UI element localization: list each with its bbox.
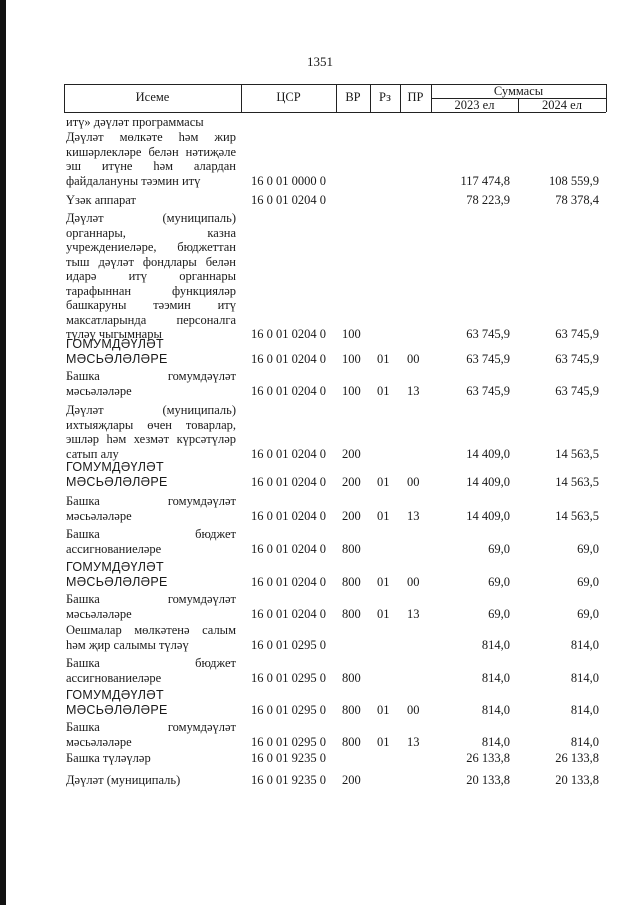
row-v1: 14 409,0 — [466, 474, 510, 489]
row-rz: 01 — [377, 474, 390, 489]
row-v1: 814,0 — [481, 734, 510, 749]
row-vr: 800 — [342, 541, 361, 556]
row-csr: 16 0 01 0295 0 — [251, 734, 326, 749]
row-csr: 16 0 01 0295 0 — [251, 702, 326, 717]
row-v2: 63 745,9 — [555, 327, 599, 341]
row-name — [66, 115, 236, 130]
row-pr: 13 — [407, 508, 420, 523]
row-vr: 200 — [342, 446, 361, 461]
row-name-line: Башка гомумдәүләт — [66, 494, 236, 508]
row-vr: 200 — [342, 773, 361, 787]
row-name-line: эш итүне һәм алардан — [66, 159, 236, 173]
header-sums: Суммасы — [493, 84, 544, 98]
row-v1: 63 745,9 — [466, 351, 510, 366]
row-vr: 100 — [342, 351, 361, 366]
row-name-line: эшләр һәм хезмәт күрсәтүләр — [66, 432, 236, 446]
row-name — [66, 773, 236, 788]
row-v1: 814,0 — [481, 637, 510, 652]
row-v2: 814,0 — [570, 702, 599, 717]
row-v1: 78 223,9 — [466, 193, 510, 207]
row-name-line: Башка гомумдәүләт — [66, 369, 236, 383]
row-name — [66, 720, 236, 749]
row-name — [66, 337, 236, 366]
row-v2: 14 563,5 — [555, 474, 599, 489]
row-name-line: кишәрлекләре белән нәтиҗәле — [66, 144, 236, 159]
row-v1: 69,0 — [488, 606, 510, 621]
header-year-2024: 2024 ел — [542, 98, 582, 112]
row-csr: 16 0 01 0204 0 — [251, 351, 326, 366]
row-name-line: ГОМУМДӘҮЛӘТ — [66, 688, 164, 702]
row-name-line: мәсьәләләре — [66, 606, 132, 621]
row-rz: 01 — [377, 383, 390, 398]
row-name-line: Дәүләт мөлкәте һәм жир — [66, 130, 236, 144]
row-name-line: ассигнованиеләре — [66, 670, 162, 685]
row-name — [66, 623, 236, 652]
row-pr: 00 — [407, 574, 420, 589]
row-csr: 16 0 01 0204 0 — [251, 508, 326, 523]
row-vr: 200 — [342, 508, 361, 523]
row-csr: 16 0 01 9235 0 — [251, 773, 326, 787]
row-name — [66, 527, 236, 556]
row-name-line: МӘСЬӘЛӘЛӘРЕ — [66, 702, 168, 717]
row-v2: 69,0 — [577, 606, 599, 621]
row-name-line: учреждениеләре, бюджеттан — [66, 240, 236, 254]
row-v2: 63 745,9 — [555, 383, 599, 398]
row-name — [66, 494, 236, 523]
row-name-line: Дәүләт (муниципаль) — [66, 773, 181, 787]
header-year-2023: 2023 ел — [454, 98, 495, 112]
row-name-line: мәсьәләләре — [66, 734, 132, 749]
row-vr: 800 — [342, 606, 361, 621]
row-v2: 814,0 — [570, 670, 599, 685]
row-v1: 814,0 — [481, 670, 510, 685]
row-name-line: итү» дәүләт программасы — [66, 115, 204, 129]
row-csr: 16 0 01 0204 0 — [251, 327, 326, 341]
row-vr: 800 — [342, 702, 361, 717]
row-pr: 13 — [407, 606, 420, 621]
row-rz: 01 — [377, 508, 390, 523]
header-vr: ВР — [345, 90, 361, 104]
row-v2: 26 133,8 — [555, 751, 599, 765]
row-v1: 69,0 — [488, 574, 510, 589]
row-vr: 100 — [342, 327, 361, 341]
row-v2: 69,0 — [577, 574, 599, 589]
row-pr: 00 — [407, 702, 420, 717]
row-name — [66, 688, 236, 717]
row-csr: 16 0 01 0204 0 — [251, 383, 326, 398]
row-csr: 16 0 01 0295 0 — [251, 670, 326, 685]
row-v1: 814,0 — [481, 702, 510, 717]
row-name — [66, 130, 236, 188]
row-rz: 01 — [377, 734, 390, 749]
row-name-line: ассигнованиеләре — [66, 541, 162, 556]
header-csr: ЦСР — [276, 90, 301, 104]
header-rz: Рз — [379, 90, 391, 104]
row-pr: 13 — [407, 383, 420, 398]
row-name-line: түләү чыгымнары — [66, 327, 162, 341]
row-rz: 01 — [377, 351, 390, 366]
row-name — [66, 751, 236, 766]
row-name — [66, 560, 236, 589]
row-name-line: МӘСЬӘЛӘЛӘРЕ — [66, 574, 168, 589]
row-vr: 100 — [342, 383, 361, 398]
row-name-line: МӘСЬӘЛӘЛӘРЕ — [66, 351, 168, 366]
row-csr: 16 0 01 0204 0 — [251, 606, 326, 621]
row-name-line: Башка түләүләр — [66, 751, 151, 765]
row-name-line: һәм җир салымы түләү — [66, 637, 189, 652]
row-name-line: Башка гомумдәүләт — [66, 720, 236, 734]
row-v1: 20 133,8 — [466, 773, 510, 787]
row-name — [66, 211, 236, 342]
row-v2: 14 563,5 — [555, 508, 599, 523]
row-name-line: Үзәк аппарат — [66, 193, 136, 207]
row-pr: 00 — [407, 474, 420, 489]
row-name-line: ихтыяҗлары өчен товарлар, — [66, 417, 236, 432]
row-name-line: мәсьәләләре — [66, 383, 132, 398]
row-name-line: Дәүләт (муниципаль) — [66, 403, 236, 417]
row-name — [66, 656, 236, 685]
row-csr: 16 0 01 0204 0 — [251, 474, 326, 489]
row-csr: 16 0 01 0204 0 — [251, 446, 326, 461]
row-vr: 800 — [342, 670, 361, 685]
row-v1: 26 133,8 — [466, 751, 510, 765]
row-csr: 16 0 01 0295 0 — [251, 637, 326, 652]
row-v1: 69,0 — [488, 541, 510, 556]
header-name: Исеме — [135, 90, 170, 104]
header-right-border — [606, 84, 607, 112]
row-name-line: Дәүләт (муниципаль) — [66, 211, 236, 225]
row-name-line: ГОМУМДӘҮЛӘТ — [66, 460, 164, 474]
scan-left-border — [0, 0, 6, 905]
row-v2: 20 133,8 — [555, 773, 599, 787]
row-v2: 14 563,5 — [555, 446, 599, 461]
header-pr: ПР — [407, 90, 424, 104]
row-name — [66, 460, 236, 489]
row-v2: 78 378,4 — [555, 193, 599, 207]
row-name-line: тарафыннан функцияләр — [66, 283, 236, 298]
row-name-line: органнары, казна — [66, 225, 236, 240]
row-name-line: ГОМУМДӘҮЛӘТ — [66, 337, 164, 351]
row-name-line: идарә итү органнары — [66, 269, 236, 283]
row-pr: 13 — [407, 734, 420, 749]
row-pr: 00 — [407, 351, 420, 366]
row-name — [66, 403, 236, 461]
row-csr: 16 0 01 9235 0 — [251, 751, 326, 765]
row-v2: 108 559,9 — [549, 173, 599, 188]
row-vr: 200 — [342, 474, 361, 489]
row-csr: 16 0 01 0204 0 — [251, 574, 326, 589]
row-rz: 01 — [377, 702, 390, 717]
row-name-line: Оешмалар мөлкәтенә салым — [66, 623, 236, 637]
row-v1: 14 409,0 — [466, 446, 510, 461]
row-csr: 16 0 01 0204 0 — [251, 541, 326, 556]
row-v1: 117 474,8 — [460, 173, 510, 188]
row-name-line: Башка бюджет — [66, 527, 236, 541]
row-name-line: максатларында персоналга — [66, 312, 236, 327]
row-name-line: башкаруны тәэмин итү — [66, 298, 236, 312]
row-v1: 14 409,0 — [466, 508, 510, 523]
row-name-line: ГОМУМДӘҮЛӘТ — [66, 560, 164, 574]
row-v2: 69,0 — [577, 541, 599, 556]
row-v1: 63 745,9 — [466, 327, 510, 341]
row-name-line: тыш дәүләт фондлары белән — [66, 254, 236, 269]
row-name-line: мәсьәләләре — [66, 508, 132, 523]
row-name — [66, 369, 236, 398]
row-v2: 814,0 — [570, 637, 599, 652]
row-name — [66, 592, 236, 621]
row-vr: 800 — [342, 734, 361, 749]
row-vr: 800 — [342, 574, 361, 589]
row-name-line: файдалануны тәэмин итү — [66, 173, 201, 188]
row-csr: 16 0 01 0000 0 — [251, 173, 326, 188]
page-number: 1351 — [307, 54, 333, 69]
row-v2: 63 745,9 — [555, 351, 599, 366]
row-rz: 01 — [377, 606, 390, 621]
row-v2: 814,0 — [570, 734, 599, 749]
row-name-line: МӘСЬӘЛӘЛӘРЕ — [66, 474, 168, 489]
row-v1: 63 745,9 — [466, 383, 510, 398]
row-rz: 01 — [377, 574, 390, 589]
row-name-line: Башка бюджет — [66, 656, 236, 670]
row-csr: 16 0 01 0204 0 — [251, 193, 326, 207]
row-name — [66, 193, 236, 208]
row-name-line: сатып алу — [66, 446, 119, 461]
row-name-line: Башка гомумдәүләт — [66, 592, 236, 606]
